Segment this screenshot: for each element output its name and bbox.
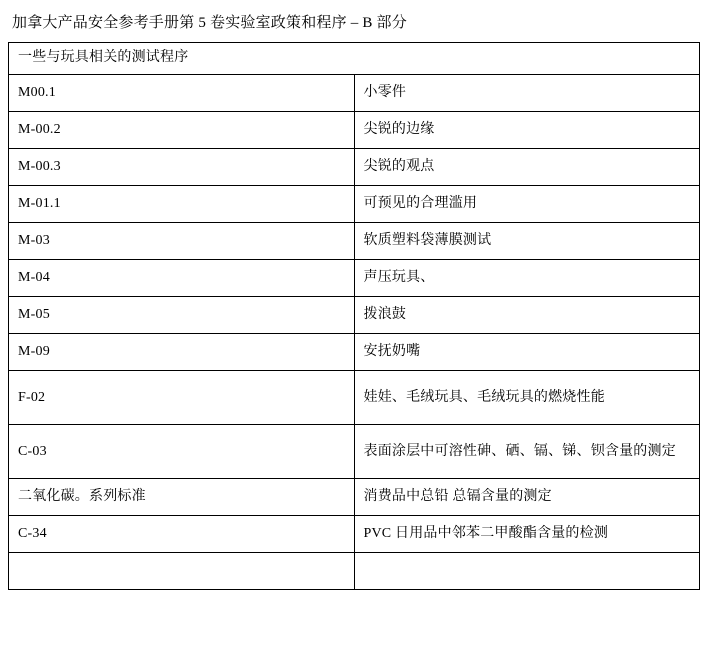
row-code: M-05	[9, 297, 355, 334]
row-description: 声压玩具、	[354, 260, 700, 297]
table-row	[9, 516, 700, 553]
row-code: M00.1	[9, 75, 355, 112]
row-code: M-03	[9, 223, 355, 260]
row-code: M-01.1	[9, 186, 355, 223]
row-description: 表面涂层中可溶性砷、硒、镉、锑、钡含量的测定	[354, 425, 700, 479]
table-row	[9, 334, 700, 371]
row-description: 可预见的合理滥用	[354, 186, 700, 223]
row-description: 拨浪鼓	[354, 297, 700, 334]
row-code: F-02	[9, 371, 355, 425]
row-code: M-09	[9, 334, 355, 371]
section-header-cell: 一些与玩具相关的测试程序	[9, 43, 700, 75]
row-description: 尖锐的边缘	[354, 112, 700, 149]
row-code: M-00.2	[9, 112, 355, 149]
row-code: M-00.3	[9, 149, 355, 186]
row-description-empty	[354, 553, 700, 590]
row-code: C-34	[9, 516, 355, 553]
table-row	[9, 260, 700, 297]
row-description: 软质塑料袋薄膜测试	[354, 223, 700, 260]
table-row	[9, 149, 700, 186]
table-row	[9, 425, 700, 479]
page-title: 加拿大产品安全参考手册第 5 卷实验室政策和程序 – B 部分	[12, 15, 407, 31]
row-description: PVC 日用品中邻苯二甲酸酯含量的检测	[354, 516, 700, 553]
row-code: M-04	[9, 260, 355, 297]
table-row	[9, 479, 700, 516]
row-description: 娃娃、毛绒玩具、毛绒玩具的燃烧性能	[354, 371, 700, 425]
table-row	[9, 186, 700, 223]
row-description: 小零件	[354, 75, 700, 112]
table-body	[9, 43, 700, 590]
table-row-partial	[9, 553, 700, 590]
row-description: 消费品中总铅 总镉含量的测定	[354, 479, 700, 516]
row-code-empty	[9, 553, 355, 590]
table-row	[9, 75, 700, 112]
table-row	[9, 223, 700, 260]
row-description: 尖锐的观点	[354, 149, 700, 186]
table-row	[9, 371, 700, 425]
row-description: 安抚奶嘴	[354, 334, 700, 371]
row-code: C-03	[9, 425, 355, 479]
table-row	[9, 112, 700, 149]
table-section-header-row	[9, 43, 700, 75]
table-row	[9, 297, 700, 334]
test-procedures-table	[8, 42, 700, 590]
row-code: 二氧化碳。系列标准	[9, 479, 355, 516]
